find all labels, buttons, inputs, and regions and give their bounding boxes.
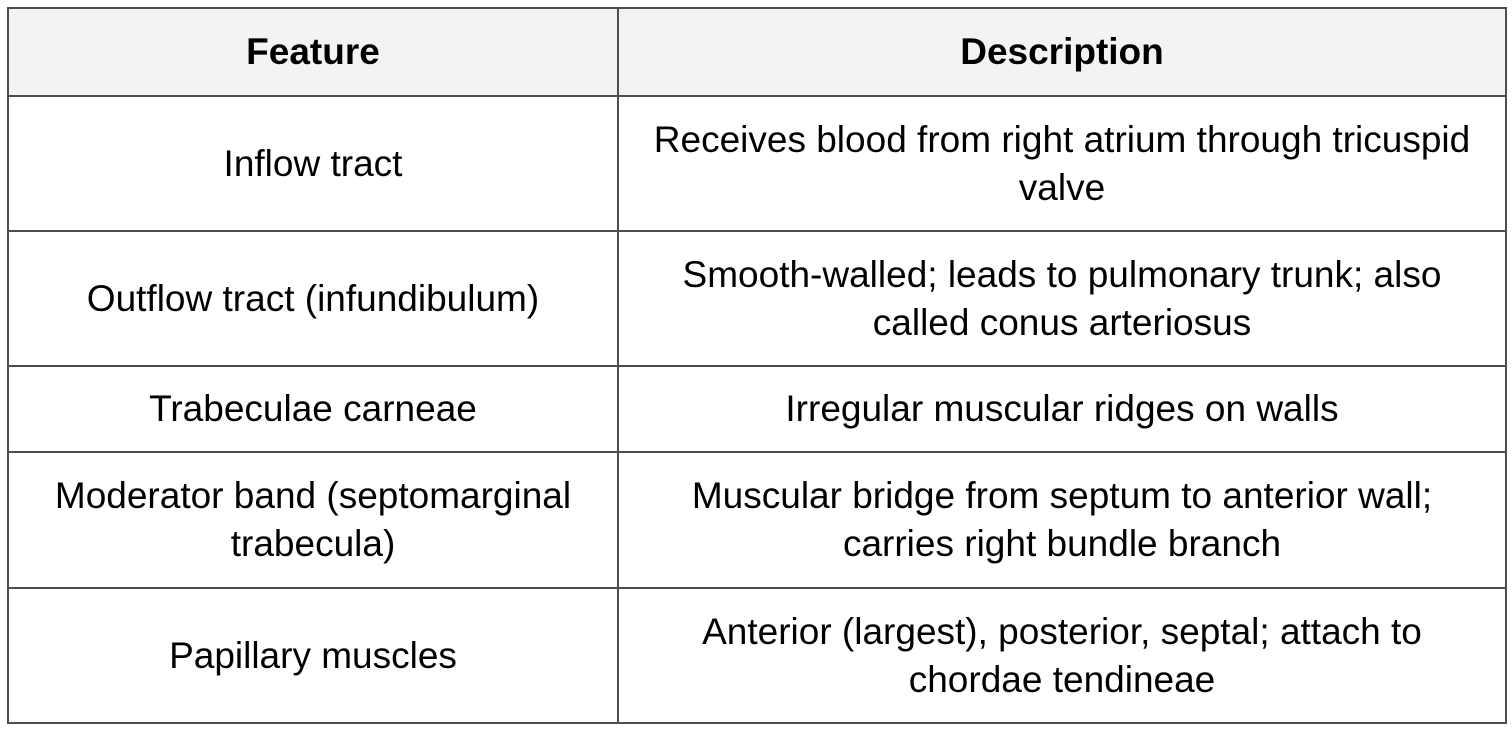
description-cell: Irregular muscular ridges on walls <box>618 366 1506 452</box>
feature-cell: Inflow tract <box>8 96 618 231</box>
description-cell: Muscular bridge from septum to anterior wall; carries right bundle branch <box>618 452 1506 588</box>
feature-cell: Trabeculae carneae <box>8 366 618 452</box>
table-row <box>8 96 1506 231</box>
feature-description-table-container <box>7 7 1505 722</box>
feature-cell: Outflow tract (infundibulum) <box>8 231 618 366</box>
table-row <box>8 231 1506 366</box>
column-header-description: Description <box>618 8 1506 96</box>
feature-cell: Moderator band (septomarginal trabecula) <box>8 452 618 588</box>
table-row <box>8 588 1506 723</box>
description-cell: Smooth-walled; leads to pulmonary trunk; also called conus arteriosus <box>618 231 1506 366</box>
description-cell: Receives blood from right atrium through tricuspid valve <box>618 96 1506 231</box>
column-header-feature: Feature <box>8 8 618 96</box>
table-header-row <box>8 8 1506 96</box>
table-row <box>8 366 1506 452</box>
feature-description-table <box>7 7 1507 724</box>
feature-cell: Papillary muscles <box>8 588 618 723</box>
description-cell: Anterior (largest), posterior, septal; attach to chordae tendineae <box>618 588 1506 723</box>
table-row <box>8 452 1506 588</box>
